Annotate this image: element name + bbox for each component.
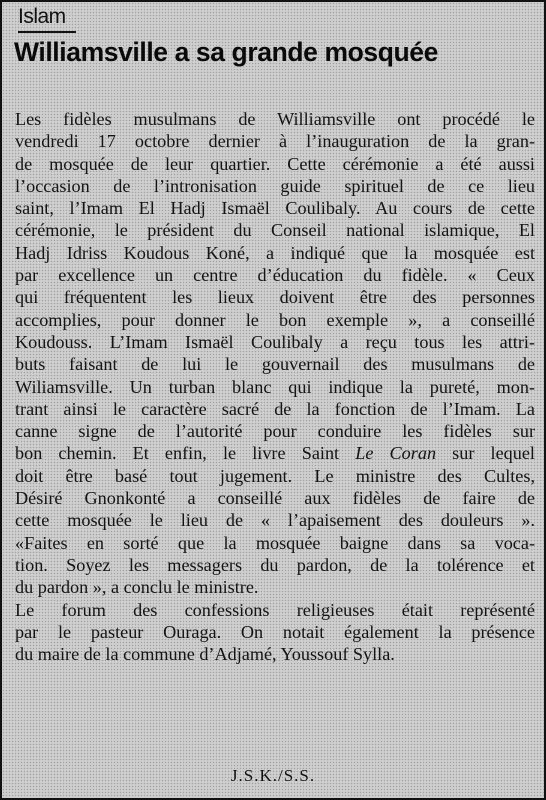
body-line: du maire de la commune d’Adjamé, Youssouf Sylla. bbox=[15, 644, 395, 665]
body-line: doit être basé tout jugement. Le ministre des Cultes, bbox=[15, 465, 535, 486]
body-line: «Faites en sorté que la mosquée baigne dans sa voca- bbox=[15, 532, 535, 553]
body-line: par excellence un centre d’éducation du fidèle. « Ceux bbox=[15, 265, 535, 286]
body-line: par le pasteur Ouraga. On notait également la présence bbox=[15, 621, 535, 642]
rubric-underline bbox=[18, 31, 76, 33]
body-line: vendredi 17 octobre dernier à l’inauguration de la gran- bbox=[15, 131, 535, 152]
body-line: buts faisant de lui le gouvernail des musulmans de bbox=[15, 354, 535, 375]
body-line: Le forum des confessions religieuses était représenté bbox=[15, 599, 535, 620]
article-headline: Williamsville a sa grande mosquée bbox=[14, 37, 438, 67]
body-line: accomplies, pour donner le bon exemple », a conseillé bbox=[15, 309, 535, 330]
body-line: Les fidèles musulmans de Williamsville ont procédé le bbox=[15, 109, 535, 129]
body-line: du pardon », a conclu le ministre. bbox=[15, 577, 259, 598]
body-line: Hadj Idriss Koudous Koné, a indiqué que la mosquée est bbox=[15, 242, 535, 263]
author-signature: J.S.K./S.S. bbox=[230, 766, 316, 785]
body-line: bon chemin. Et enfin, le livre Saint Le Coran sur lequel bbox=[15, 443, 535, 464]
body-line: qui fréquentent les lieux doivent être des personnes bbox=[15, 287, 535, 308]
body-line: cette mosquée le lieu de « l’apaisement des douleurs ». bbox=[15, 510, 535, 531]
body-line: Désiré Gnonkonté a conseillé aux fidèles de faire de bbox=[15, 488, 535, 509]
body-line: trant ainsi le caractère sacré de la fonction de l’Imam. La bbox=[15, 398, 535, 419]
body-line: Koudouss. L’Imam Ismaël Coulibaly a reçu tous les attri- bbox=[15, 331, 535, 352]
body-line: saint, l’Imam El Hadj Ismaël Coulibaly. Au cours de cette bbox=[15, 198, 535, 219]
body-line: cérémonie, le président du Conseil national islamique, El bbox=[15, 220, 535, 241]
body-line: canne signe de l’autorité pour conduire les fidèles sur bbox=[15, 421, 535, 442]
body-line: tion. Soyez les messagers du pardon, de la tolérence et bbox=[15, 554, 535, 575]
body-line: l’occasion de l’intronisation guide spirituel de ce lieu bbox=[15, 175, 535, 196]
body-line: Wiliamsville. Un turban blanc qui indique la pureté, mon- bbox=[15, 376, 535, 397]
section-rubric: Islam bbox=[18, 5, 66, 28]
body-line: de mosquée de leur quartier. Cette cérémonie a été aussi bbox=[15, 153, 535, 174]
article-body bbox=[15, 108, 535, 665]
